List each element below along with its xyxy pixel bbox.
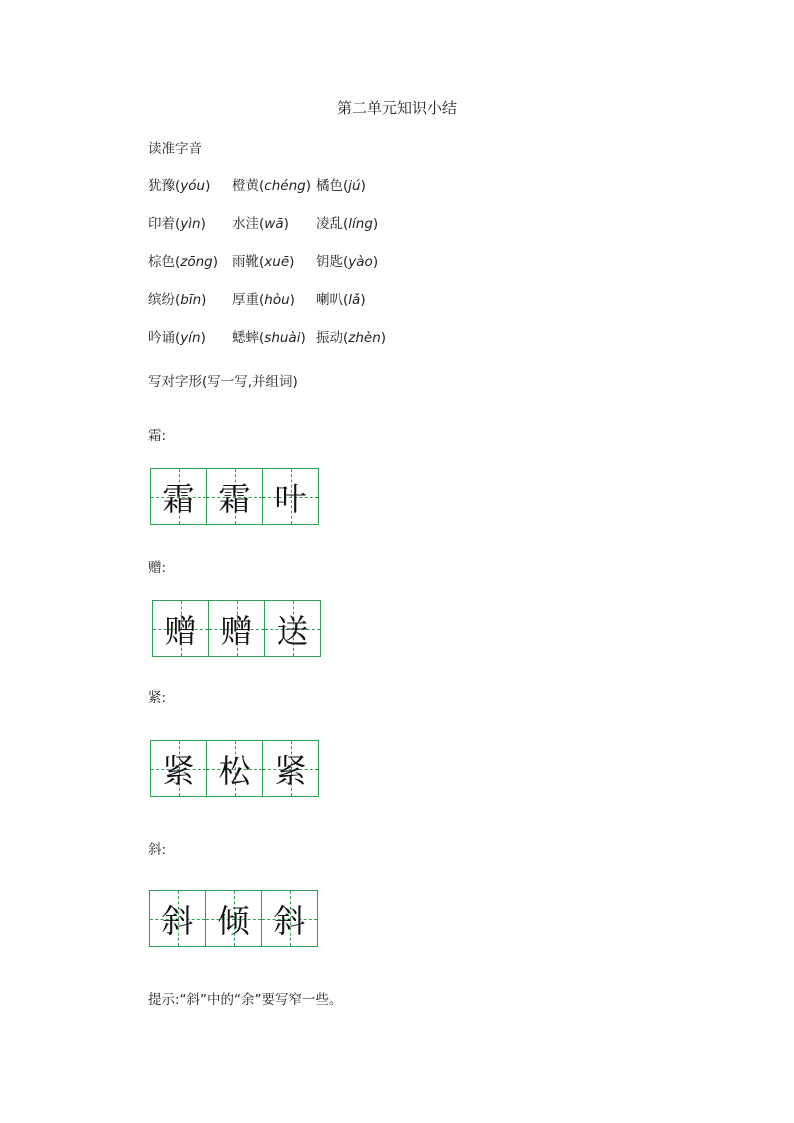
word-entry: 吟诵(yín)	[148, 330, 206, 346]
word-hanzi: 振动	[316, 330, 343, 346]
word-pinyin: zōng	[180, 254, 213, 270]
tian-grid	[150, 468, 319, 525]
word-hanzi: 橙黄	[232, 178, 259, 194]
tian-grid	[150, 740, 319, 797]
grid-cell	[209, 601, 265, 656]
grid-char: 送	[276, 611, 309, 650]
word-entry: 凌乱(líng)	[316, 216, 379, 232]
grid-char: 霜	[218, 479, 251, 518]
grid-char: 松	[218, 751, 251, 790]
word-hanzi: 雨靴	[232, 254, 259, 270]
word-entry: 印着(yìn)	[148, 216, 206, 232]
tip-text: 提示:“斜”中的“余”要写窄一些。	[148, 992, 343, 1008]
word-entry: 蟋蟀(shuài)	[232, 330, 306, 346]
word-hanzi: 棕色	[148, 254, 175, 270]
grid-char: 斜	[161, 901, 194, 940]
grid-char: 斜	[273, 901, 306, 940]
tian-grid	[149, 890, 318, 947]
section-heading-pronunciation: 读准字音	[148, 141, 202, 157]
word-hanzi: 喇叭	[316, 292, 343, 308]
tian-grid	[152, 600, 321, 657]
grid-char: 叶	[274, 479, 307, 518]
grid-cell	[263, 469, 318, 524]
grid-cell	[262, 891, 317, 946]
word-pinyin: líng	[348, 216, 373, 232]
word-entry: 缤纷(bīn)	[148, 292, 207, 308]
word-hanzi: 缤纷	[148, 292, 175, 308]
writing-label: 斜:	[148, 842, 167, 858]
grid-cell	[207, 741, 263, 796]
section-heading-writing: 写对字形(写一写,并组词)	[148, 374, 298, 390]
word-entry: 橘色(jú)	[316, 178, 366, 194]
page-title: 第二单元知识小结	[336, 99, 457, 117]
word-hanzi: 凌乱	[316, 216, 343, 232]
word-entry: 棕色(zōng)	[148, 254, 219, 270]
grid-char: 赠	[164, 611, 197, 650]
word-entry: 厚重(hòu)	[232, 292, 295, 308]
grid-cell	[206, 891, 262, 946]
word-pinyin: yìn	[180, 216, 201, 232]
word-entry: 犹豫(yóu)	[148, 178, 211, 194]
grid-cell	[265, 601, 320, 656]
word-hanzi: 犹豫	[148, 178, 175, 194]
word-entry: 橙黄(chéng)	[232, 178, 311, 194]
grid-char: 紧	[162, 751, 195, 790]
writing-label: 赠:	[148, 560, 167, 576]
grid-cell	[263, 741, 318, 796]
word-pinyin: lǎ	[348, 292, 361, 308]
word-pinyin: zhèn	[348, 330, 381, 346]
word-pinyin: hòu	[264, 292, 290, 308]
word-hanzi: 蟋蟀	[232, 330, 259, 346]
word-entry: 钥匙(yào)	[316, 254, 379, 270]
word-entry: 振动(zhèn)	[316, 330, 387, 346]
word-hanzi: 吟诵	[148, 330, 175, 346]
word-hanzi: 水洼	[232, 216, 259, 232]
word-pinyin: chéng	[264, 178, 306, 194]
grid-char: 紧	[274, 751, 307, 790]
word-pinyin: xuē	[264, 254, 290, 270]
grid-cell	[151, 469, 207, 524]
word-entry: 水洼(wā)	[232, 216, 289, 232]
word-pinyin: jú	[348, 178, 361, 194]
grid-char: 倾	[217, 901, 250, 940]
grid-cell	[153, 601, 209, 656]
word-hanzi: 厚重	[232, 292, 259, 308]
grid-cell	[207, 469, 263, 524]
grid-cell	[150, 891, 206, 946]
word-pinyin: shuài	[264, 330, 301, 346]
writing-label: 紧:	[148, 690, 167, 706]
grid-char: 霜	[162, 479, 195, 518]
word-entry: 雨靴(xuē)	[232, 254, 295, 270]
word-entry: 喇叭(lǎ)	[316, 292, 366, 308]
word-pinyin: bīn	[180, 292, 202, 308]
word-hanzi: 印着	[148, 216, 175, 232]
writing-label: 霜:	[148, 428, 167, 444]
word-hanzi: 钥匙	[316, 254, 343, 270]
word-pinyin: wā	[264, 216, 284, 232]
word-pinyin: yín	[180, 330, 201, 346]
word-pinyin: yóu	[180, 178, 206, 194]
grid-cell	[151, 741, 207, 796]
grid-char: 赠	[220, 611, 253, 650]
word-hanzi: 橘色	[316, 178, 343, 194]
word-pinyin: yào	[348, 254, 373, 270]
